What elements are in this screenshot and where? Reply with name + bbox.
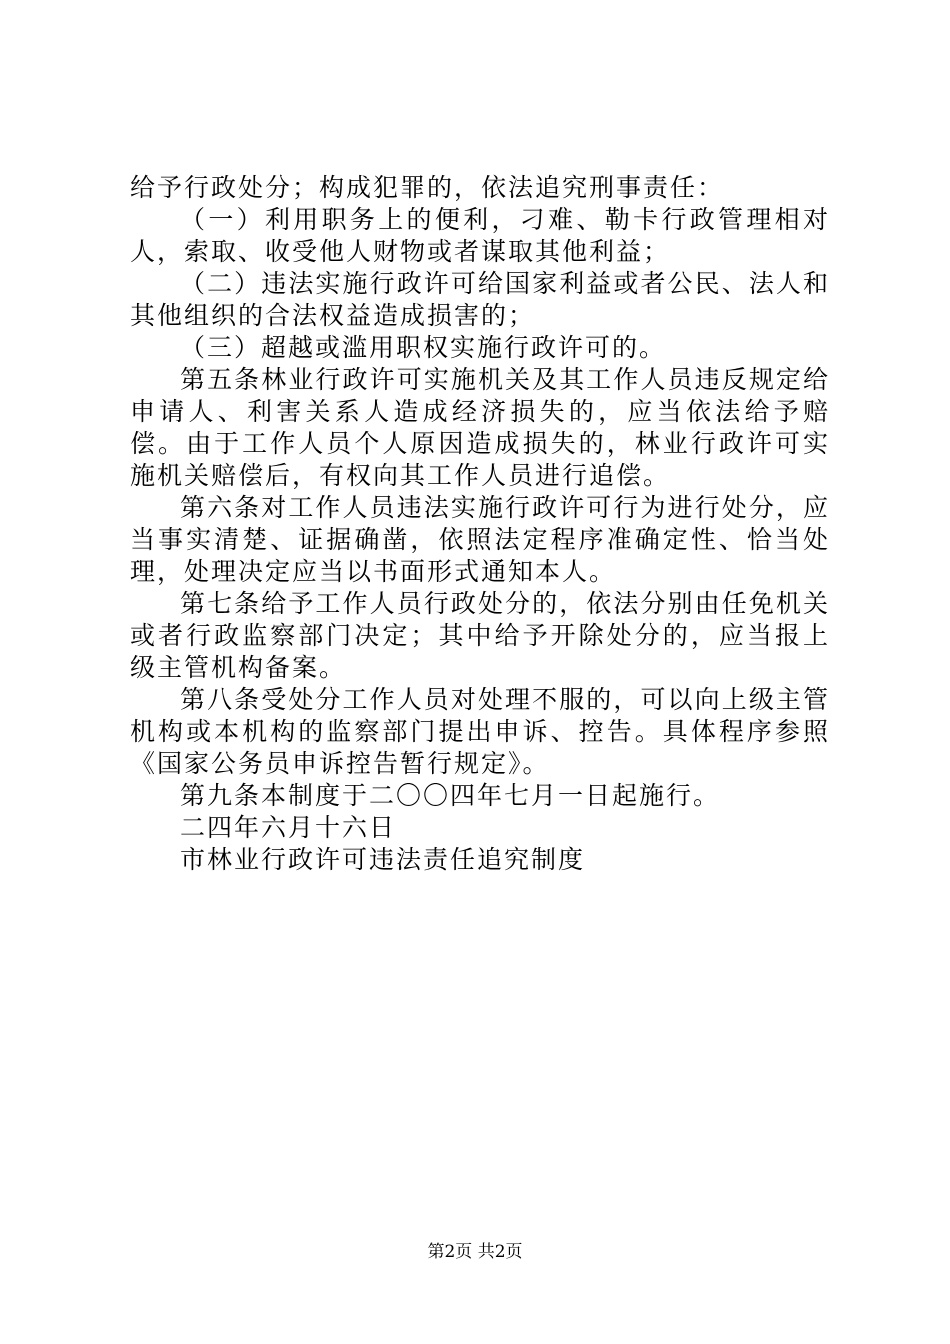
document-title-line: 市林业行政许可违法责任追究制度	[180, 845, 586, 874]
date-line: 二四年六月十六日	[180, 813, 397, 842]
document-body	[130, 172, 830, 876]
paragraph-article-5: 第五条林业行政许可实施机关及其工作人员违反规定给申请人、利害关系人造成经济损失的，应当依法给予赔偿。由于工作人员个人原因造成损失的，林业行政许可实施机关赔偿后，有权向其工作人员进行追偿。	[130, 365, 830, 490]
paragraph-article-7: 第七条给予工作人员行政处分的，依法分别由任免机关或者行政监察部门决定；其中给予开除处分的，应当报上级主管机构备案。	[130, 589, 830, 682]
paragraph-article-8: 第八条受处分工作人员对处理不服的，可以向上级主管机构或本机构的监察部门提出申诉、控告。具体程序参照《国家公务员申诉控告暂行规定》。	[130, 685, 830, 778]
paragraph-item-3: （三）超越或滥用职权实施行政许可的。	[180, 333, 667, 362]
paragraph-continuation: 给予行政处分；构成犯罪的，依法追究刑事责任：	[130, 173, 725, 202]
paragraph-item-2: （二）违法实施行政许可给国家利益或者公民、法人和其他组织的合法权益造成损害的；	[130, 269, 830, 330]
paragraph-article-9: 第九条本制度于二〇〇四年七月一日起施行。	[180, 781, 721, 810]
paragraph-article-6: 第六条对工作人员违法实施行政许可行为进行处分，应当事实清楚、证据确凿，依照法定程序准确定性、恰当处理，处理决定应当以书面形式通知本人。	[130, 493, 830, 586]
paragraph-item-1: （一）利用职务上的便利，刁难、勒卡行政管理相对人，索取、收受他人财物或者谋取其他利益；	[130, 205, 830, 266]
page-footer: 第2页 共2页	[427, 1242, 523, 1262]
